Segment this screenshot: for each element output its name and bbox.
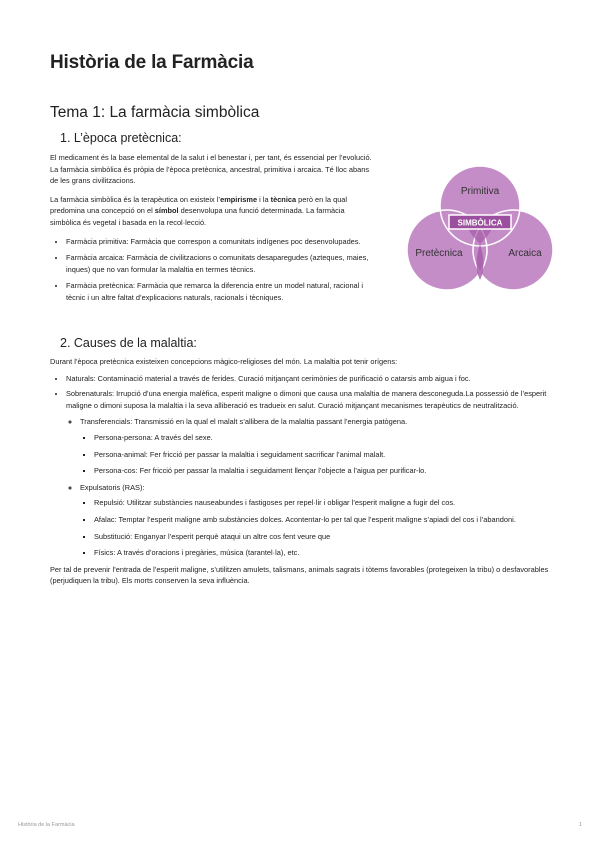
list-item: • Farmàcia pretècnica: Farmàcia que remarca la diferencia entre un model natural, racional i tècnic i un altre faltat d’explicacions naturals, racionals i tècniques. <box>66 280 372 303</box>
section-1-body <box>50 152 372 309</box>
list-item: • Farmàcia primitiva: Farmàcia que correspon a comunitats indígenes poc desenvolupades. <box>66 236 372 248</box>
paragraph: Durant l’època pretècnica existeixen concepcions màgico-religioses del món. La malaltia pot tenir orígens: <box>50 357 398 366</box>
sublist <box>80 432 554 477</box>
venn-diagram <box>405 156 555 296</box>
paragraph: El medicament és la base elemental de la salut i el benestar i, per tant, és essencial per l’evolució. La farmàcia simbòlica és pròpia de l’època pretècnica, ancestral, primitiva i arcaica. Té lloc abans de les grans civilitzacions. <box>50 153 372 186</box>
sublist <box>80 497 554 558</box>
bold-term: empirisme <box>220 194 258 204</box>
bold-term: tècnica <box>270 194 297 204</box>
list-item: • Naturals: Contaminació material a través de ferides. Curació mitjançant cerimònies de purificació o catarsis amb aigua i foc. <box>66 373 554 385</box>
list-item <box>80 416 554 476</box>
document-title: Història de la Farmàcia <box>50 52 254 73</box>
list-item: ▪ Afalac: Temptar l’esperit maligne amb substàncies dolces. Acontentar-lo per tal que l’esperit maligne s’apiadi del cos i l’abandoni. <box>94 514 554 526</box>
list-item-text: Expulsatoris (RAS): <box>80 482 145 492</box>
footer-title: Història de la Farmàcia <box>18 822 75 828</box>
sublist <box>66 416 554 558</box>
list-item <box>80 482 554 559</box>
venn-label-top: Primitiva <box>460 186 500 197</box>
list-item: ▪ Repulsió: Utilitzar substàncies nauseabundes i fastigoses per repel·lir i obligar l’esperit maligne a fugir del cos. <box>94 497 554 509</box>
paragraph: Per tal de prevenir l’entrada de l’esperit maligne, s’utilitzen amulets, talismans, animals sagrats i tòtems favorables (protegeixen la tribu) o desfavorables (perjudiquen la tribu). Els morts conserven la seva influència. <box>50 564 549 586</box>
page-footer <box>18 822 582 828</box>
section-2-heading: 2. Causes de la malaltia: <box>60 336 197 350</box>
list-item: • Farmàcia arcaica: Farmàcia de civilitzacions o comunitats desaparegudes (azteques, maies, inques) que no van formular la malaltia en termes tècnics. <box>66 252 372 275</box>
section-1-heading: 1. L’època pretècnica: <box>60 131 182 145</box>
venn-label-right: Arcaica <box>508 248 542 259</box>
list-item-text: Sobrenaturals: Irrupció d’una energia malèfica, esperit maligne o dimoni que causa una malaltia de manera desconeguda.La possessió de l’esperit maligne o dimoni suposa la malaltia i la seva alliberació es tradueix en salut. Curació mitjançant mecanismes terapèutics de neutralització. <box>66 389 547 410</box>
bold-term: símbol <box>154 206 179 216</box>
venn-label-left: Pretècnica <box>415 248 463 259</box>
venn-label-center: SIMBÒLICA <box>457 218 503 228</box>
tema-heading: Tema 1: La farmàcia simbòlica <box>50 104 260 121</box>
list-item: ▪ Substitució: Enganyar l’esperit perquè ataqui un altre cos fent veure que <box>94 531 554 543</box>
list-item: ▪ Persona-persona: A través del sexe. <box>94 432 554 444</box>
list-item <box>66 388 554 559</box>
farmacia-types-list <box>50 236 372 304</box>
causes-list <box>50 373 554 559</box>
page-number: 1 <box>578 822 582 828</box>
list-item-text: Transferencials: Transmissió en la qual el malalt s’allibera de la malaltia passant l’energia patògena. <box>80 417 408 427</box>
list-item: ▪ Físics: A través d’oracions i pregàries, música (tarantel·la), etc. <box>94 547 554 559</box>
list-item: ▪ Persona-cos: Fer fricció per passar la malaltia i seguidament llençar l’objecte a l’aigua per purificar-lo. <box>94 465 554 477</box>
paragraph: La farmàcia simbòlica és la terapèutica on existeix l’empirisme i la tècnica però en la qual predomina una concepció on el símbol desenvolupa una funció determinada. La farmàcia simbòlica és vegetal i basada en la recol·lecció. <box>50 194 348 227</box>
section-2-body <box>50 356 554 592</box>
list-item: ▪ Persona-animal: Fer fricció per passar la malaltia i seguidament sacrificar l’animal malalt. <box>94 449 554 461</box>
